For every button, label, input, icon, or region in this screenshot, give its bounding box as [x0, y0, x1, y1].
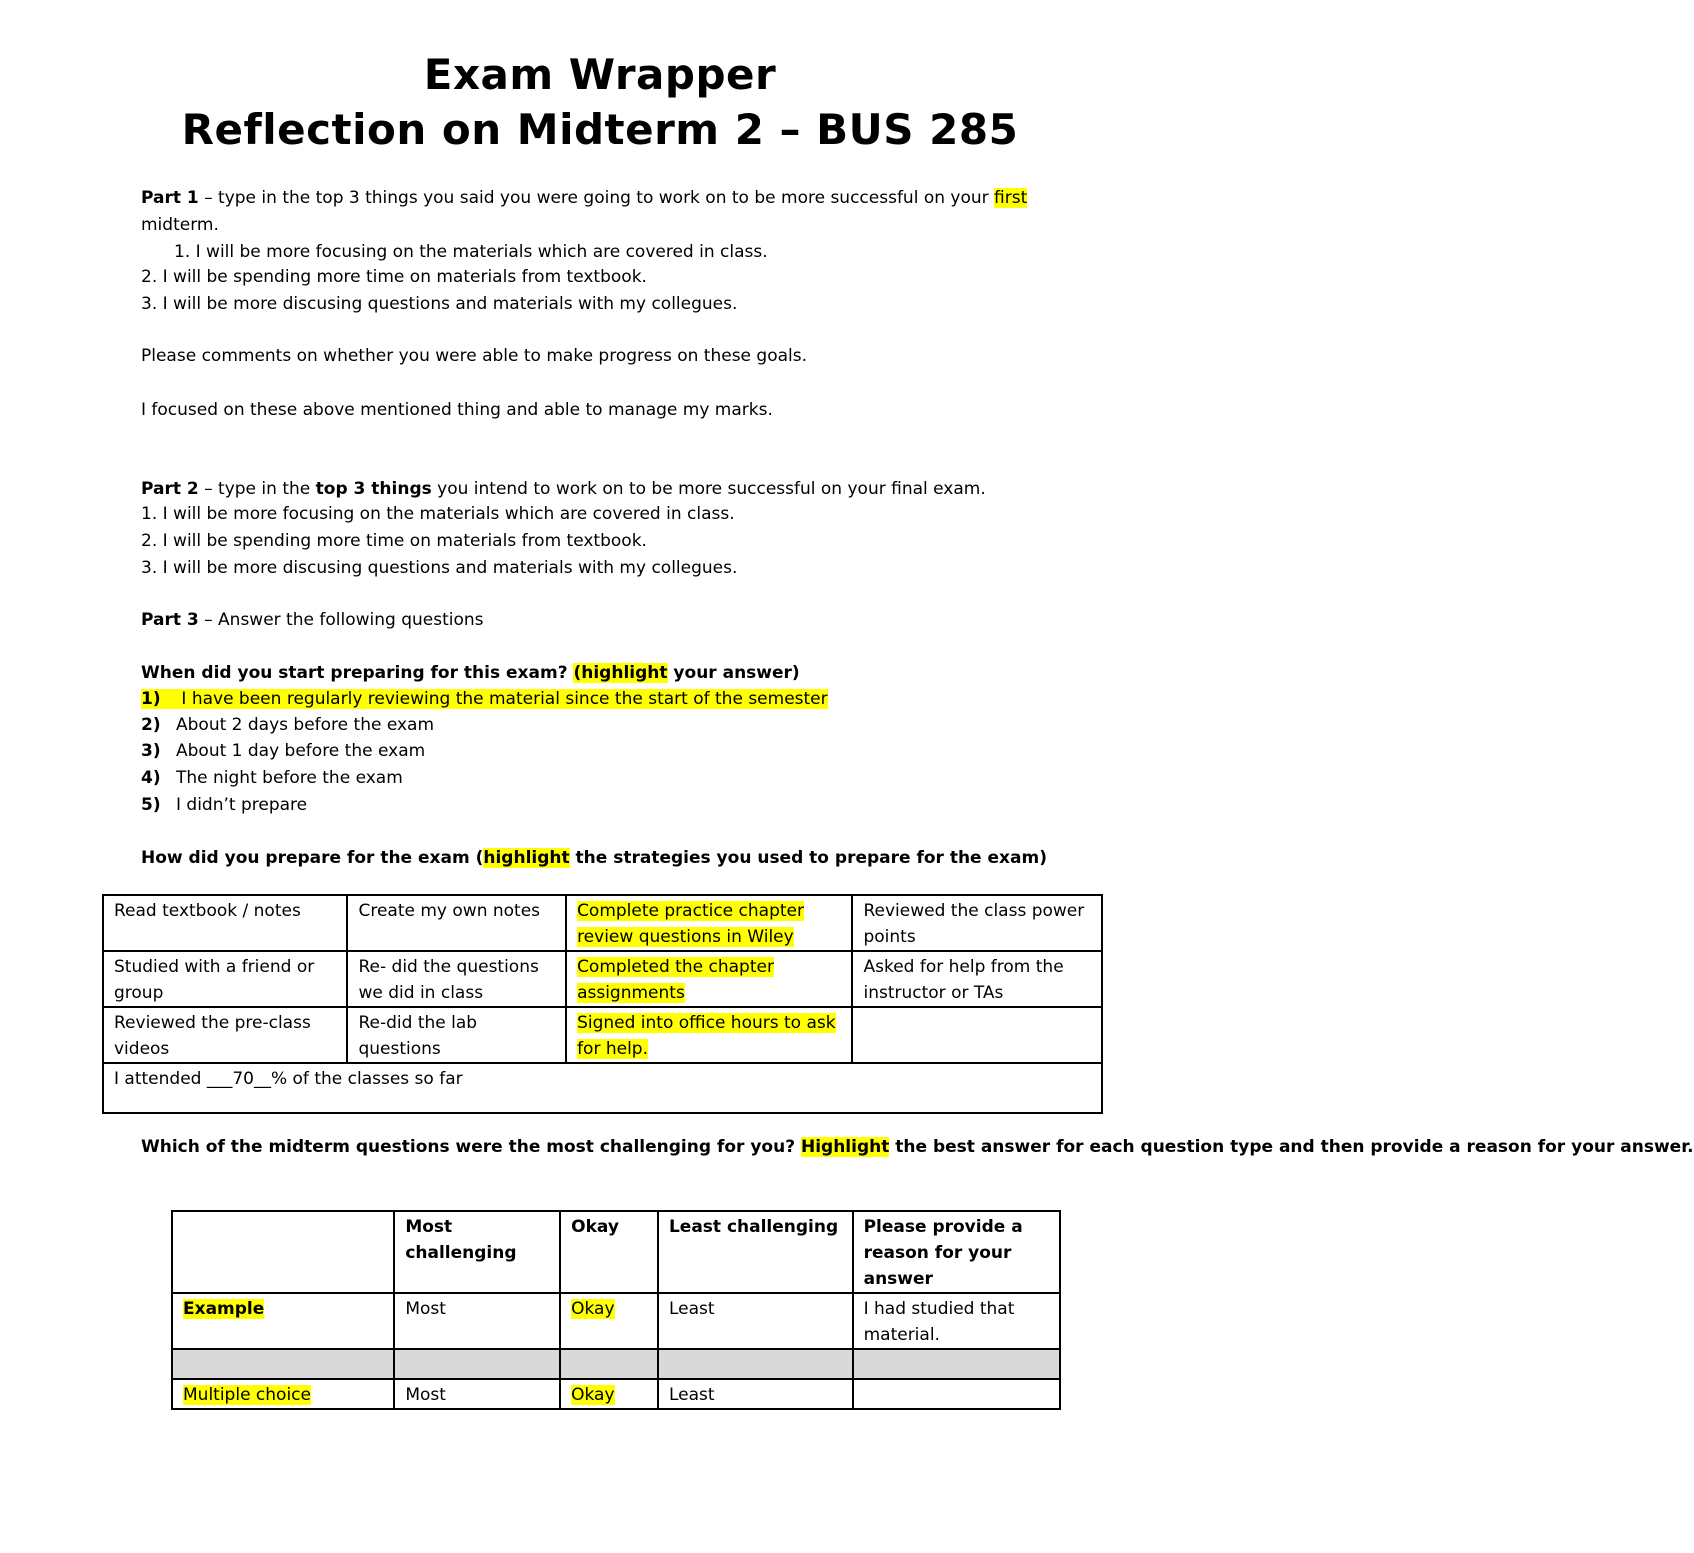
part2-label: Part 2: [141, 479, 199, 499]
q3-question-a: Which of the midterm questions were the most challenging for you?: [141, 1137, 801, 1157]
part1-item: 2. I will be spending more time on materials from textbook.: [141, 267, 647, 287]
q1-option[interactable]: [141, 792, 307, 818]
part1-answer: I focused on these above mentioned thing and able to manage my marks.: [141, 400, 773, 420]
part2-heading: [141, 476, 986, 502]
part1-item: 1. I will be more focusing on the materials which are covered in class.: [174, 242, 768, 262]
table-row: [103, 1063, 1102, 1113]
strategy-cell[interactable]: [852, 1007, 1102, 1063]
part1-heading: [141, 185, 1027, 211]
title-line-2: Reflection on Midterm 2 – BUS 285: [181, 105, 1019, 154]
part2-bold: top 3 things: [315, 479, 432, 499]
part1-item: 3. I will be more discusing questions and materials with my collegues.: [141, 294, 738, 314]
q1-question-highlight: (highlight: [573, 663, 668, 683]
part2-item: 1. I will be more focusing on the materials which are covered in class.: [141, 504, 735, 524]
title-line-1: Exam Wrapper: [423, 50, 777, 99]
strategy-cell[interactable]: Re- did the questions we did in class: [347, 951, 566, 1007]
q1-option-text: I didn’t prepare: [176, 795, 308, 815]
part3-heading: [141, 607, 484, 633]
reason-cell[interactable]: I had studied that material.: [853, 1293, 1060, 1349]
shaded-cell: [658, 1349, 853, 1379]
q1-option-text: I have been regularly reviewing the material since the start of the semester: [176, 689, 828, 709]
rating-cell[interactable]: Okay: [560, 1379, 658, 1409]
shaded-cell: [172, 1349, 394, 1379]
q2-question-highlight: highlight: [483, 848, 570, 868]
column-header: Please provide a reason for your answer: [853, 1211, 1060, 1293]
q1-question-b: your answer): [667, 663, 800, 683]
attendance-cell[interactable]: I attended ___70__% of the classes so far: [103, 1063, 1102, 1113]
rating-cell[interactable]: Most: [394, 1293, 560, 1349]
rating-cell[interactable]: Most: [394, 1379, 560, 1409]
strategy-cell[interactable]: Create my own notes: [347, 895, 566, 951]
part1-text-b: midterm.: [141, 215, 219, 235]
table-row: [172, 1293, 1060, 1349]
strategy-cell[interactable]: Reviewed the class power points: [852, 895, 1102, 951]
q2-question-a: How did you prepare for the exam (: [141, 848, 484, 868]
part3-text: – Answer the following questions: [198, 610, 484, 630]
part2-text-b: you intend to work on to be more successful on your final exam.: [431, 479, 986, 499]
column-header: Okay: [560, 1211, 658, 1293]
part2-text-a: – type in the: [198, 479, 316, 499]
challenge-table: [171, 1210, 1061, 1410]
table-header-row: [172, 1211, 1060, 1293]
q3-question-b: the best answer for each question type and then provide a reason for your answer.: [889, 1137, 1694, 1157]
q2-question: [141, 845, 1047, 871]
part3-label: Part 3: [141, 610, 199, 630]
strategy-cell[interactable]: Reviewed the pre-class videos: [103, 1007, 347, 1063]
table-row: [103, 1007, 1102, 1063]
strategy-cell[interactable]: Studied with a friend or group: [103, 951, 347, 1007]
rating-cell[interactable]: Least: [658, 1379, 853, 1409]
q1-option-number: 4): [141, 768, 161, 788]
q1-option[interactable]: [141, 765, 403, 791]
part2-item: 2. I will be spending more time on materials from textbook.: [141, 531, 647, 551]
q1-option[interactable]: [141, 738, 425, 764]
q3-question: [141, 1134, 1694, 1160]
q1-option-number: 5): [141, 795, 161, 815]
q1-option-text: About 1 day before the exam: [176, 741, 426, 761]
question-type-cell: Multiple choice: [172, 1379, 394, 1409]
strategy-cell[interactable]: Asked for help from the instructor or TAs: [852, 951, 1102, 1007]
column-header: Least challenging: [658, 1211, 853, 1293]
table-row: [172, 1379, 1060, 1409]
q1-option-number: 1): [141, 689, 161, 709]
q1-option-text: About 2 days before the exam: [176, 715, 435, 735]
part2-item: 3. I will be more discusing questions and materials with my collegues.: [141, 558, 738, 578]
strategy-cell[interactable]: Signed into office hours to ask for help.: [566, 1007, 852, 1063]
reason-cell[interactable]: [853, 1379, 1060, 1409]
q1-option-number: 3): [141, 741, 161, 761]
shaded-cell: [853, 1349, 1060, 1379]
column-header: [172, 1211, 394, 1293]
column-header: Most challenging: [394, 1211, 560, 1293]
shaded-cell: [560, 1349, 658, 1379]
rating-cell[interactable]: Okay: [560, 1293, 658, 1349]
shaded-cell: [394, 1349, 560, 1379]
question-type-cell: Example: [172, 1293, 394, 1349]
rating-cell[interactable]: Least: [658, 1293, 853, 1349]
table-row: [103, 895, 1102, 951]
part1-highlight: first: [994, 188, 1028, 208]
q2-question-b: the strategies you used to prepare for the exam): [569, 848, 1047, 868]
strategies-table: [102, 894, 1103, 1114]
strategy-cell[interactable]: Re-did the lab questions: [347, 1007, 566, 1063]
part1-text-a: – type in the top 3 things you said you were going to work on to be more successful on your: [198, 188, 995, 208]
q1-option-text: The night before the exam: [176, 768, 403, 788]
q1-option[interactable]: [141, 686, 828, 712]
q1-question: [141, 660, 800, 686]
part1-prompt: Please comments on whether you were able to make progress on these goals.: [141, 346, 808, 366]
q1-option-number: 2): [141, 715, 161, 735]
strategy-cell[interactable]: Completed the chapter assignments: [566, 951, 852, 1007]
table-row: [103, 951, 1102, 1007]
table-row: [172, 1349, 1060, 1379]
strategy-cell[interactable]: Read textbook / notes: [103, 895, 347, 951]
part1-label: Part 1: [141, 188, 199, 208]
q3-question-highlight: Highlight: [800, 1137, 890, 1157]
q1-question-a: When did you start preparing for this exam?: [141, 663, 574, 683]
q1-option[interactable]: [141, 712, 434, 738]
strategy-cell[interactable]: Complete practice chapter review questions in Wiley: [566, 895, 852, 951]
